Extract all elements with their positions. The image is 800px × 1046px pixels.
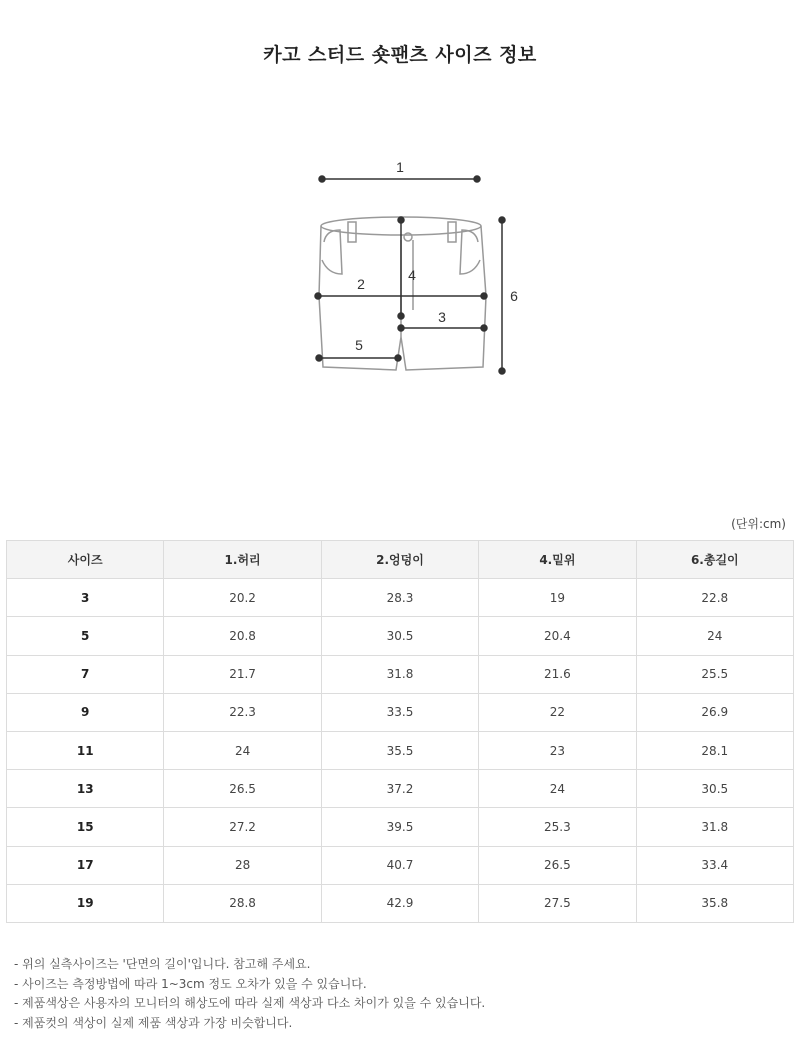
table-row <box>7 846 794 884</box>
measure-label-4: 4 <box>408 267 416 283</box>
cell-waist: 28 <box>164 846 321 884</box>
header-waist: 1.허리 <box>164 541 321 579</box>
measure-label-2: 2 <box>357 276 365 292</box>
cell-rise: 22 <box>479 693 636 731</box>
cell-waist: 22.3 <box>164 693 321 731</box>
measure-line-3 <box>398 325 487 331</box>
table-row <box>7 617 794 655</box>
cell-total-length: 25.5 <box>636 655 793 693</box>
measure-label-5: 5 <box>355 337 363 353</box>
cell-waist: 27.2 <box>164 808 321 846</box>
cell-hip: 31.8 <box>321 655 478 693</box>
cell-hip: 28.3 <box>321 579 478 617</box>
table-row <box>7 731 794 769</box>
shorts-outline <box>319 217 486 370</box>
cell-size: 3 <box>7 579 164 617</box>
cell-hip: 35.5 <box>321 731 478 769</box>
cell-waist: 21.7 <box>164 655 321 693</box>
note-item: - 제품색상은 사용자의 모니터의 해상도에 따라 실제 색상과 다소 차이가 있을 수 있습니다. <box>14 996 486 1010</box>
cell-rise: 27.5 <box>479 884 636 922</box>
note-item: - 위의 실측사이즈는 '단면의 길이'입니다. 참고해 주세요. <box>14 957 311 971</box>
cell-size: 9 <box>7 693 164 731</box>
cell-size: 17 <box>7 846 164 884</box>
cell-rise: 26.5 <box>479 846 636 884</box>
shorts-diagram-svg <box>300 150 530 390</box>
shorts-measurement-diagram <box>300 150 530 390</box>
cell-total-length: 22.8 <box>636 579 793 617</box>
cell-total-length: 24 <box>636 617 793 655</box>
cell-total-length: 35.8 <box>636 884 793 922</box>
cell-hip: 40.7 <box>321 846 478 884</box>
size-table <box>6 540 794 923</box>
cell-rise: 20.4 <box>479 617 636 655</box>
cell-total-length: 31.8 <box>636 808 793 846</box>
cell-total-length: 26.9 <box>636 693 793 731</box>
notes-list <box>14 955 485 1033</box>
table-row <box>7 579 794 617</box>
measure-line-6 <box>499 217 505 374</box>
table-header-row <box>7 541 794 579</box>
cell-rise: 24 <box>479 770 636 808</box>
cell-hip: 33.5 <box>321 693 478 731</box>
cell-hip: 30.5 <box>321 617 478 655</box>
cell-size: 7 <box>7 655 164 693</box>
cell-size: 19 <box>7 884 164 922</box>
table-row <box>7 884 794 922</box>
cell-rise: 23 <box>479 731 636 769</box>
cell-size: 11 <box>7 731 164 769</box>
measure-label-3: 3 <box>438 309 446 325</box>
table-row <box>7 693 794 731</box>
note-item: - 사이즈는 측정방법에 따라 1~3cm 정도 오차가 있을 수 있습니다. <box>14 976 367 991</box>
cell-total-length: 30.5 <box>636 770 793 808</box>
cell-size: 13 <box>7 770 164 808</box>
measure-label-6: 6 <box>510 288 518 304</box>
cell-waist: 24 <box>164 731 321 769</box>
page-title: 카고 스터드 숏팬츠 사이즈 정보 <box>263 44 537 66</box>
cell-waist: 28.8 <box>164 884 321 922</box>
table-row <box>7 770 794 808</box>
cell-waist: 20.2 <box>164 579 321 617</box>
cell-size: 5 <box>7 617 164 655</box>
cell-waist: 26.5 <box>164 770 321 808</box>
cell-total-length: 33.4 <box>636 846 793 884</box>
table-row <box>7 655 794 693</box>
header-size: 사이즈 <box>7 541 164 579</box>
cell-hip: 37.2 <box>321 770 478 808</box>
header-rise: 4.밑위 <box>479 541 636 579</box>
cell-total-length: 28.1 <box>636 731 793 769</box>
cell-size: 15 <box>7 808 164 846</box>
note-item: - 제품컷의 색상이 실제 제품 색상과 가장 비슷합니다. <box>14 1015 293 1030</box>
cell-waist: 20.8 <box>164 617 321 655</box>
measure-line-4 <box>398 217 404 319</box>
unit-label: (단위:cm) <box>731 517 786 531</box>
measure-line-1 <box>319 176 480 182</box>
table-row <box>7 808 794 846</box>
header-total-length: 6.총길이 <box>636 541 793 579</box>
cell-hip: 39.5 <box>321 808 478 846</box>
cell-hip: 42.9 <box>321 884 478 922</box>
measure-line-5 <box>316 355 401 361</box>
cell-rise: 19 <box>479 579 636 617</box>
header-hip: 2.엉덩이 <box>321 541 478 579</box>
cell-rise: 21.6 <box>479 655 636 693</box>
cell-rise: 25.3 <box>479 808 636 846</box>
measure-label-1: 1 <box>396 159 404 175</box>
